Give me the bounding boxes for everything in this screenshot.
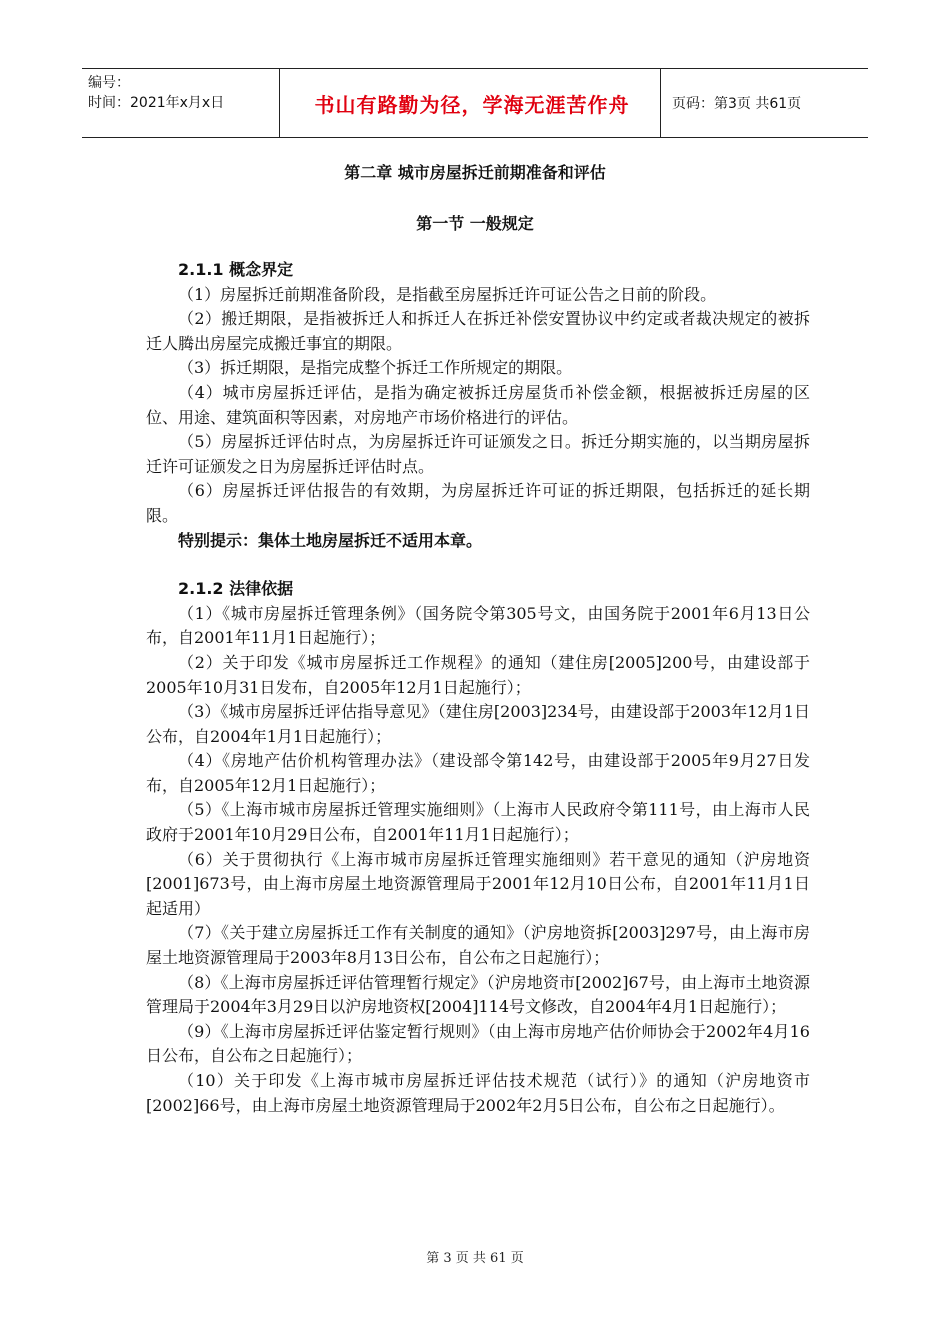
paragraph: （1）房屋拆迁前期准备阶段，是指截至房屋拆迁许可证公告之日前的阶段。 [178, 284, 717, 304]
section-title: 第一节 一般规定 [416, 214, 534, 233]
special-tip: 特别提示：集体土地房屋拆迁不适用本章。 [178, 530, 483, 550]
paragraph: （4）《房地产估价机构管理办法》（建设部令第142号，由建设部于2005年9月27日发布，自2005年12月1日起施行）； [146, 751, 810, 795]
header-divider [660, 69, 661, 137]
paragraph: （5）《上海市城市房屋拆迁管理实施细则》（上海市人民政府令第111号，由上海市人民政府于2001年10月29日公布，自2001年11月1日起施行）； [146, 800, 810, 845]
paragraph: （3）拆迁期限，是指完成整个拆迁工作所规定的期限。 [178, 358, 573, 378]
paragraph: （4）城市房屋拆迁评估，是指为确定被拆迁房屋货币补偿金额，根据被拆迁房屋的区位、用途、建筑面积等因素，对房地产市场价格进行的评估。 [146, 382, 810, 427]
page-footer: 第 3 页 共 61 页 [426, 1251, 524, 1266]
subsection-heading: 2.1.1 概念界定 [178, 260, 294, 279]
spacer [146, 553, 810, 577]
paragraph: （6）房屋拆迁评估报告的有效期，为房屋拆迁许可证的拆迁期限，包括拆迁的延长期限。 [146, 481, 810, 525]
paragraph: （5）房屋拆迁评估时点，为房屋拆迁许可证颁发之日。拆迁分期实施的，以当期房屋拆迁许可证颁发之日为房屋拆迁评估时点。 [146, 432, 810, 476]
paragraph: （2）搬迁期限，是指被拆迁人和拆迁人在拆迁补偿安置协议中约定或者裁决规定的被拆迁人腾出房屋完成搬迁事宜的期限。 [146, 309, 810, 353]
header-meta [88, 73, 278, 113]
paragraph: （1）《城市房屋拆迁管理条例》（国务院令第305号文，由国务院于2001年6月13日公布，自2001年11月1日起施行）； [146, 603, 810, 648]
header-motto: 书山有路勤为径，学海无涯苦作舟 [314, 92, 630, 117]
chapter-title: 第二章 城市房屋拆迁前期准备和评估 [344, 163, 606, 182]
paragraph: （3）《城市房屋拆迁评估指导意见》（建住房[2003]234号，由建设部于2003年12月1日公布，自2004年1月1日起施行）； [146, 702, 810, 746]
paragraph: （10）关于印发《上海市城市房屋拆迁评估技术规范（试行）》的通知（沪房地资市[2002]66号，由上海市房屋土地资源管理局于2002年2月5日公布，自公布之日起施行）。 [146, 1071, 810, 1115]
subsection-heading: 2.1.2 法律依据 [178, 579, 294, 599]
document-body [146, 258, 810, 1118]
paragraph: （6）关于贯彻执行《上海市城市房屋拆迁管理实施细则》若干意见的通知（沪房地资[2001]673号，由上海市房屋土地资源管理局于2001年12月10日公布，自2001年11月1日起适用） [146, 849, 810, 918]
paragraph: （2）关于印发《城市房屋拆迁工作规程》的通知（建住房[2005]200号，由建设部于2005年10月31日发布，自2005年12月1日起施行）； [146, 652, 810, 697]
doc-code-label: 编号： [88, 75, 130, 91]
header-page-info: 页码：第3页 共61页 [672, 96, 802, 112]
header-divider [279, 69, 280, 137]
paragraph: （7）《关于建立房屋拆迁工作有关制度的通知》（沪房地资拆[2003]297号，由上海市房屋土地资源管理局于2003年8月13日公布，自公布之日起施行）； [146, 923, 810, 968]
paragraph: （8）《上海市房屋拆迁评估管理暂行规定》（沪房地资市[2002]67号，由上海市土地资源管理局于2004年3月29日以沪房地资权[2004]114号文修改，自2004年4月1日起施行）； [146, 972, 810, 1017]
doc-time-label: 时间：2021年x月x日 [88, 95, 225, 111]
page-header [82, 68, 868, 138]
paragraph: （9）《上海市房屋拆迁评估鉴定暂行规则》（由上海市房地产估价师协会于2002年4月16日公布，自公布之日起施行）； [146, 1021, 810, 1066]
